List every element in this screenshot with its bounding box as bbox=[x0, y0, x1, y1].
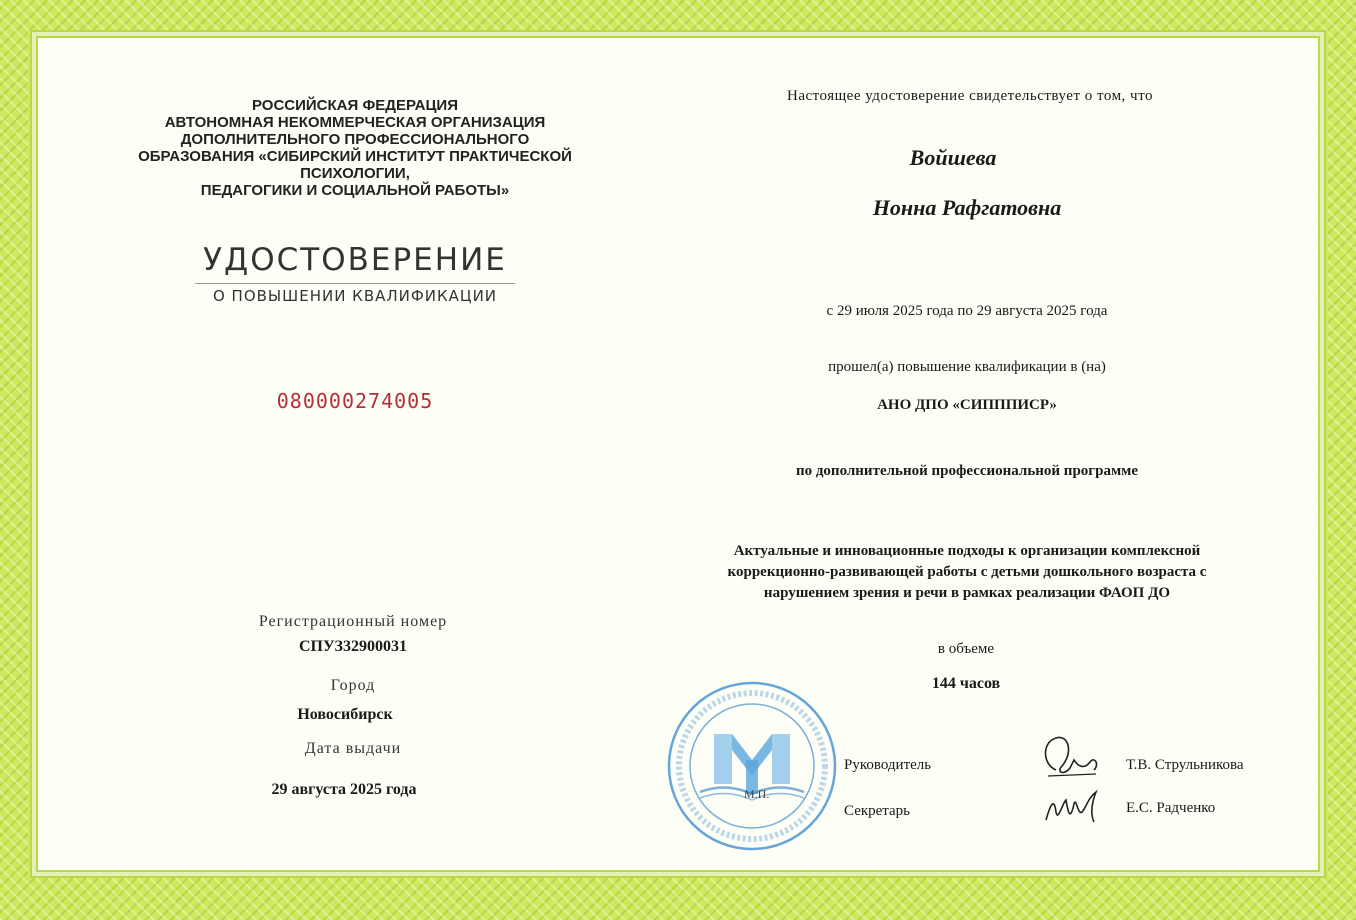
stamp-mark: М.П. bbox=[744, 787, 770, 801]
recipient-given-names: Нонна Рафгатовна bbox=[872, 195, 1062, 220]
secretary-name: Е.С. Радченко bbox=[1126, 800, 1216, 816]
program-line: коррекционно-развивающей работы с детьми дошкольного возраста с bbox=[727, 564, 1207, 580]
registration-label: Регистрационный номер bbox=[258, 613, 448, 630]
registration-number: СПУЗ32900031 bbox=[299, 638, 407, 655]
intro-text: Настоящее удостоверение свидетельствует о том, что bbox=[787, 88, 1153, 104]
org-short-name: АНО ДПО «СИПППИСР» bbox=[877, 397, 1057, 413]
passed-text: прошел(а) повышение квалификации в (на) bbox=[828, 359, 1106, 375]
program-title bbox=[660, 541, 1274, 604]
organization-header bbox=[90, 97, 620, 199]
volume-label: в объеме bbox=[937, 641, 995, 657]
secretary-signature bbox=[1040, 782, 1102, 830]
city-value: Новосибирск bbox=[297, 706, 393, 723]
recipient-surname: Войшева bbox=[909, 145, 997, 170]
secretary-label: Секретарь bbox=[844, 803, 911, 819]
course-period: с 29 июля 2025 года по 29 августа 2025 года bbox=[826, 303, 1108, 319]
org-line: ПСИХОЛОГИИ, bbox=[300, 165, 410, 182]
head-label: Руководитель bbox=[844, 757, 932, 773]
head-name: Т.В. Струльникова bbox=[1126, 757, 1244, 773]
volume-value: 144 часов bbox=[931, 675, 1001, 692]
org-line: ПЕДАГОГИКИ И СОЦИАЛЬНОЙ РАБОТЫ» bbox=[200, 182, 510, 199]
org-line: АВТОНОМНАЯ НЕКОММЕРЧЕСКАЯ ОРГАНИЗАЦИЯ bbox=[164, 114, 546, 131]
program-label: по дополнительной профессиональной программе bbox=[795, 463, 1139, 479]
issue-date-label: Дата выдачи bbox=[304, 740, 402, 757]
serial-number: 080000274005 bbox=[276, 389, 434, 413]
org-line: ОБРАЗОВАНИЯ «СИБИРСКИЙ ИНСТИТУТ ПРАКТИЧЕСКОЙ bbox=[138, 148, 572, 165]
org-line: ДОПОЛНИТЕЛЬНОГО ПРОФЕССИОНАЛЬНОГО bbox=[180, 131, 530, 148]
document-title: УДОСТОВЕРЕНИЕ bbox=[203, 242, 507, 278]
document-subtitle: О ПОВЫШЕНИИ КВАЛИФИКАЦИИ bbox=[212, 287, 498, 305]
program-line: нарушением зрения и речи в рамках реализации ФАОП ДО bbox=[763, 585, 1171, 601]
org-line: РОССИЙСКАЯ ФЕДЕРАЦИЯ bbox=[251, 97, 458, 114]
city-label: Город bbox=[330, 677, 376, 694]
program-line: Актуальные и инновационные подходы к организации комплексной bbox=[733, 543, 1201, 559]
issue-date-value: 29 августа 2025 года bbox=[271, 781, 417, 798]
title-divider bbox=[195, 283, 515, 284]
institution-seal bbox=[666, 680, 838, 852]
head-signature bbox=[1034, 730, 1104, 782]
